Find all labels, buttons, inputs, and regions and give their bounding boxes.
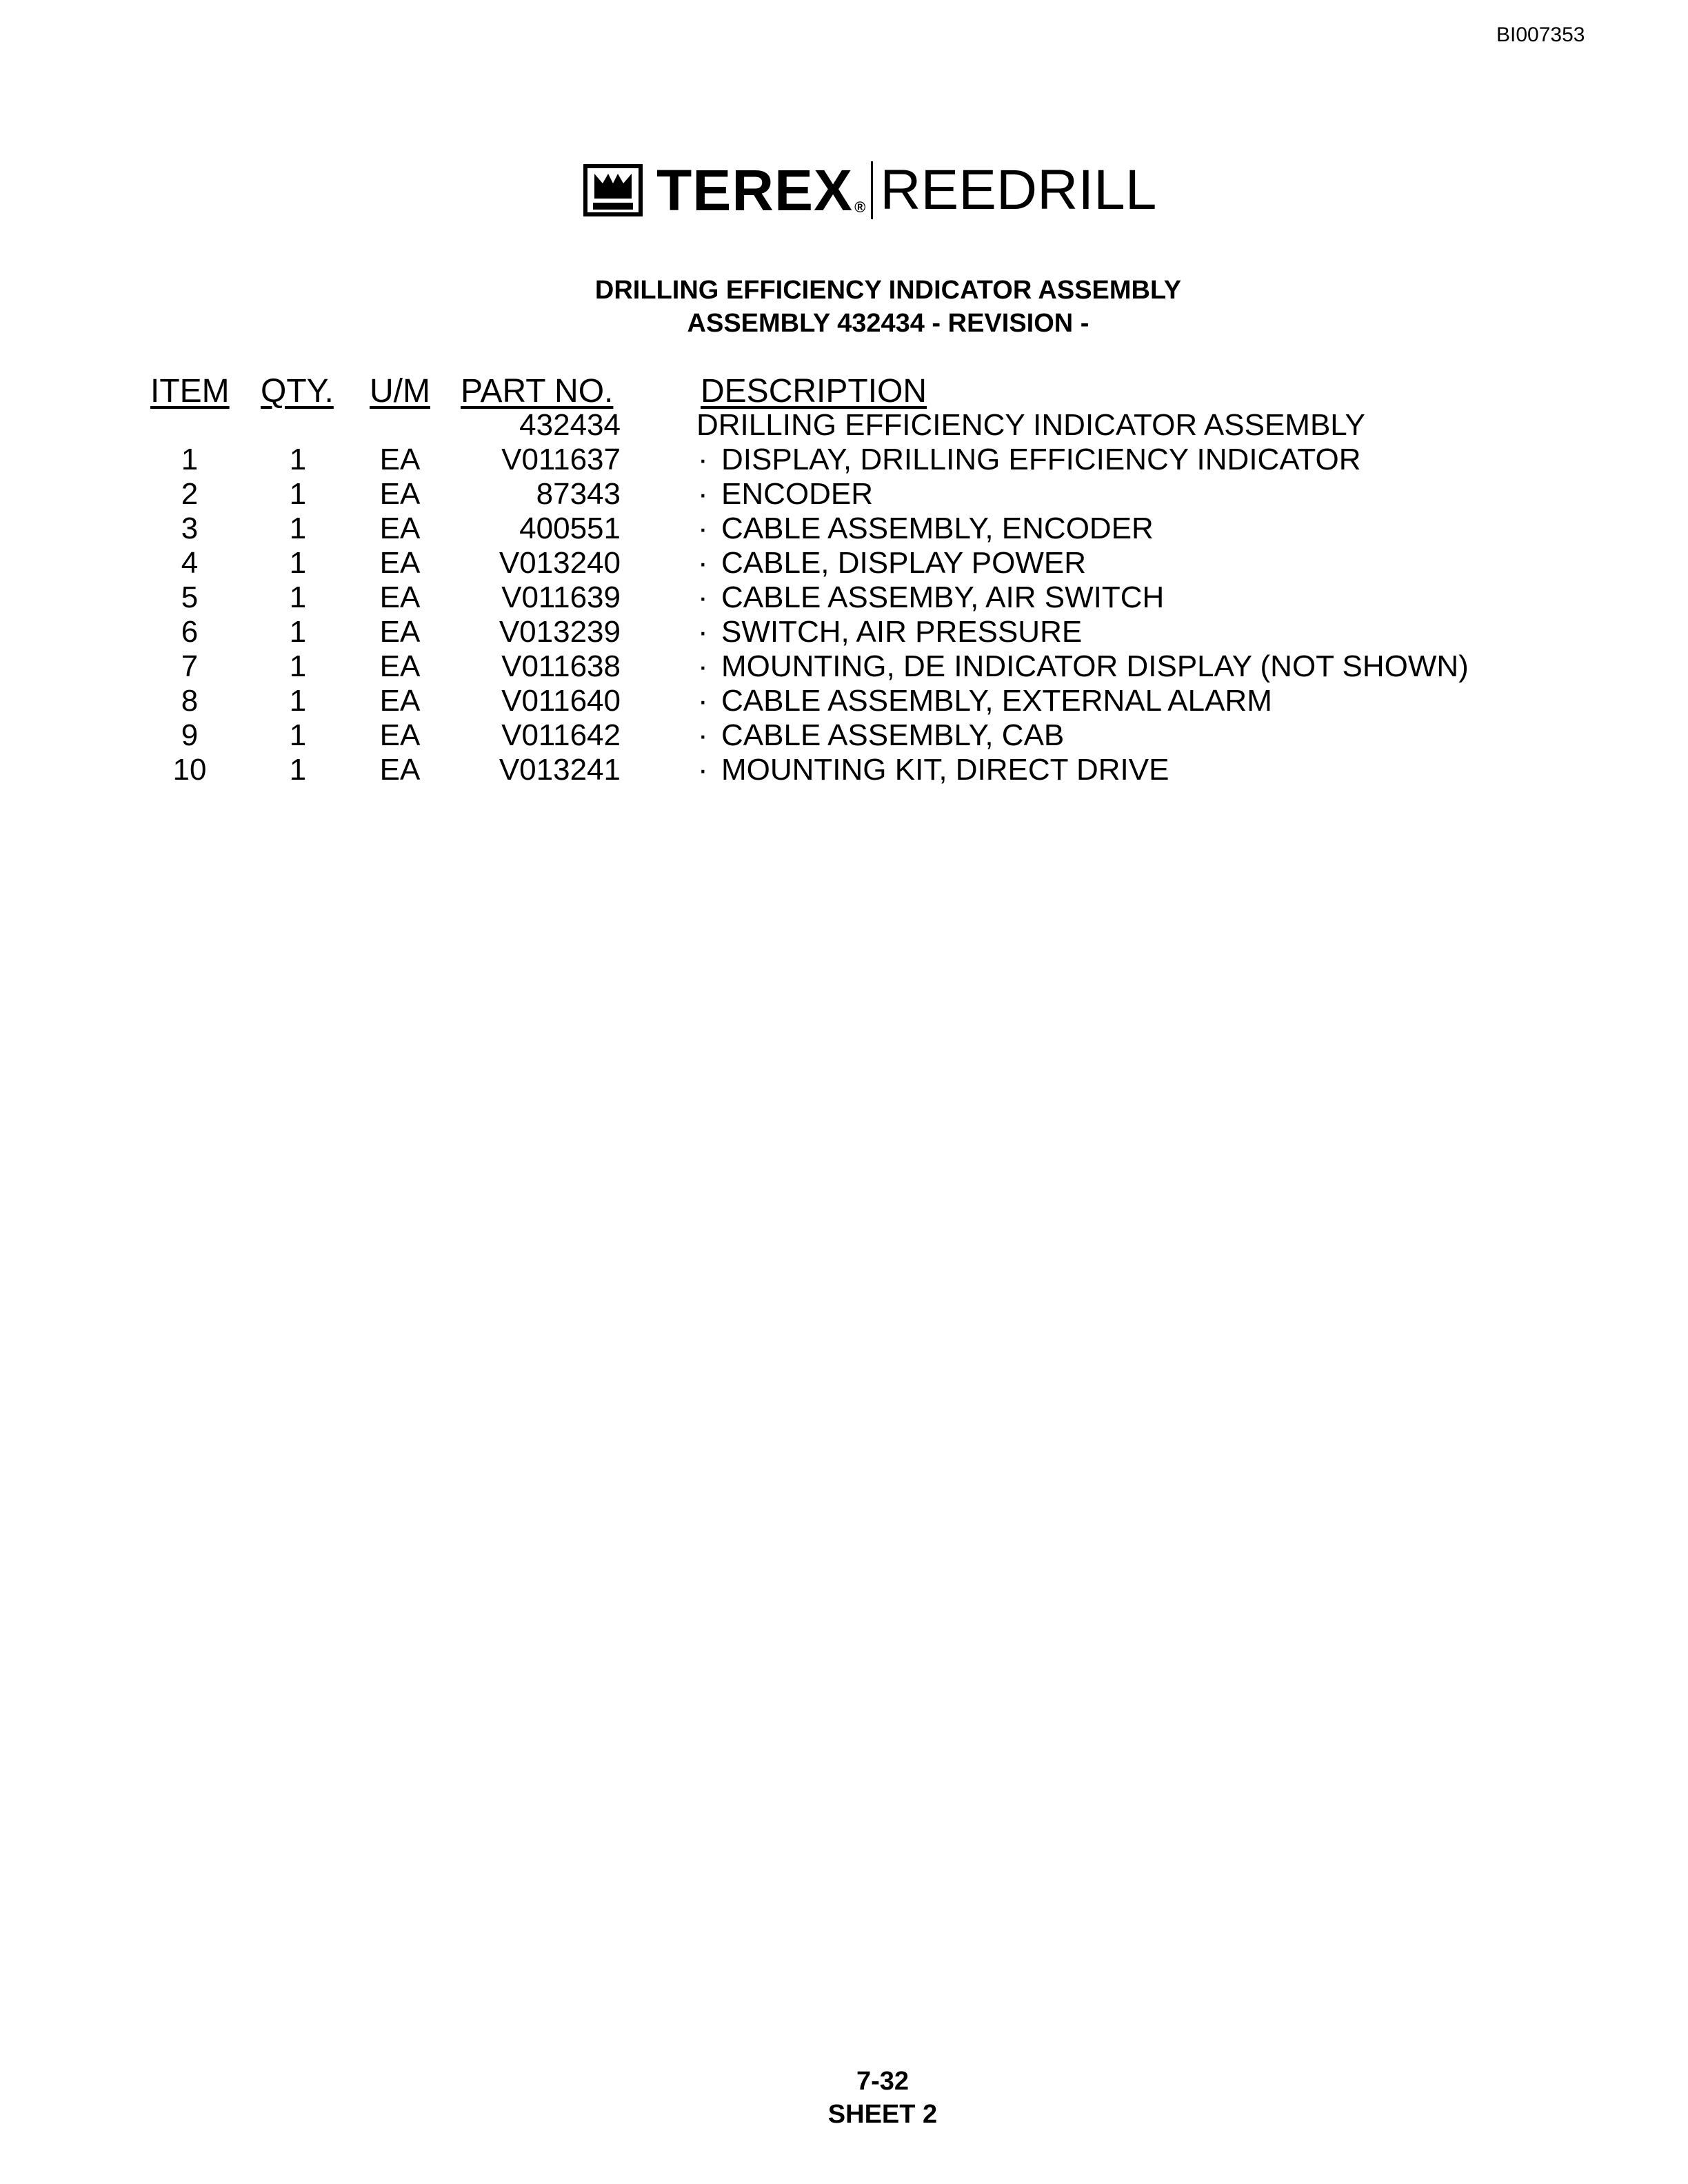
description-text: ENCODER [721, 477, 874, 511]
header-description: DESCRIPTION [701, 373, 927, 410]
unit-of-measure: EA [379, 753, 421, 787]
description-text: CABLE ASSEMBLY, CAB [721, 718, 1065, 752]
part-no: V011638 [501, 649, 621, 683]
item-number: 8 [181, 684, 199, 718]
terex-crown-logo-icon [583, 164, 643, 216]
quantity: 1 [289, 649, 307, 683]
table-row [0, 546, 1688, 580]
item-number: 3 [181, 512, 199, 545]
quantity: 1 [289, 512, 307, 545]
document-id: BI007353 [1496, 23, 1585, 46]
part-no: 432434 [519, 408, 621, 442]
table-row [0, 718, 1688, 753]
page-number: 7-32 [856, 2067, 910, 2096]
description [698, 580, 1164, 615]
header-part-no: PART NO. [461, 373, 614, 410]
logo-brand-text: TEREX [656, 158, 854, 223]
part-no: V013239 [499, 615, 621, 649]
bullet: · [698, 615, 708, 649]
description [698, 684, 1272, 718]
unit-of-measure: EA [379, 684, 421, 718]
table-row [0, 649, 1688, 684]
sheet-number: SHEET 2 [827, 2100, 938, 2129]
quantity: 1 [289, 684, 307, 718]
table-row [0, 443, 1688, 477]
item-number: 9 [181, 718, 199, 752]
table-row [0, 684, 1688, 718]
part-no: 400551 [519, 512, 621, 545]
part-no: V011637 [501, 443, 621, 476]
quantity: 1 [289, 753, 307, 787]
item-number: 1 [181, 443, 199, 476]
part-no: V011640 [501, 684, 621, 718]
description [698, 512, 1154, 546]
document-title: DRILLING EFFICIENCY INDICATOR ASSEMBLY [594, 276, 1182, 305]
item-number: 7 [181, 649, 199, 683]
part-no: V013241 [499, 753, 621, 787]
table-row [0, 477, 1688, 512]
description [698, 477, 873, 512]
description-text: DISPLAY, DRILLING EFFICIENCY INDICATOR [721, 443, 1361, 476]
quantity: 1 [289, 615, 307, 649]
description-text: MOUNTING KIT, DIRECT DRIVE [721, 753, 1169, 787]
quantity: 1 [289, 580, 307, 614]
unit-of-measure: EA [379, 580, 421, 614]
item-number: 2 [181, 477, 199, 511]
item-number: 4 [181, 546, 199, 580]
description [698, 546, 1086, 580]
bullet: · [698, 580, 708, 614]
part-no: V011639 [501, 580, 621, 614]
unit-of-measure: EA [379, 512, 421, 545]
description-text: CABLE ASSEMBY, AIR SWITCH [721, 580, 1165, 614]
header-item: ITEM [150, 373, 230, 410]
bullet: · [698, 684, 708, 718]
description [698, 615, 1082, 649]
description-text: CABLE ASSEMBLY, ENCODER [721, 512, 1154, 545]
bullet: · [698, 753, 708, 787]
quantity: 1 [289, 477, 307, 511]
bullet: · [698, 477, 708, 511]
table-row [0, 580, 1688, 615]
description [698, 718, 1064, 753]
unit-of-measure: EA [379, 649, 421, 683]
unit-of-measure: EA [379, 546, 421, 580]
item-number: 6 [181, 615, 199, 649]
header-um: U/M [370, 373, 430, 410]
unit-of-measure: EA [379, 718, 421, 752]
bullet: · [698, 546, 708, 580]
item-number: 5 [181, 580, 199, 614]
unit-of-measure: EA [379, 615, 421, 649]
item-number: 10 [172, 753, 207, 787]
quantity: 1 [289, 546, 307, 580]
logo-product-text: REEDRILL [880, 159, 1157, 221]
registered-mark: ® [854, 199, 866, 216]
quantity: 1 [289, 443, 307, 476]
bullet: · [698, 512, 708, 545]
description-text: CABLE ASSEMBLY, EXTERNAL ALARM [721, 684, 1272, 718]
assembly-row [0, 408, 1688, 443]
bullet: · [698, 718, 708, 752]
description-text: MOUNTING, DE INDICATOR DISPLAY (NOT SHOWN) [721, 649, 1469, 683]
table-row [0, 615, 1688, 649]
table-row [0, 753, 1688, 787]
part-no: 87343 [536, 477, 621, 511]
description-text: SWITCH, AIR PRESSURE [721, 615, 1083, 649]
part-no: V013240 [499, 546, 621, 580]
description-text: CABLE, DISPLAY POWER [721, 546, 1086, 580]
description [698, 443, 1360, 477]
document-subtitle: ASSEMBLY 432434 - REVISION - [687, 309, 1089, 338]
unit-of-measure: EA [379, 443, 421, 476]
logo-divider [871, 161, 873, 219]
bullet: · [698, 649, 708, 683]
header-qty: QTY. [261, 373, 334, 410]
bullet: · [698, 443, 708, 476]
quantity: 1 [289, 718, 307, 752]
description: DRILLING EFFICIENCY INDICATOR ASSEMBLY [696, 408, 1365, 442]
description [698, 753, 1169, 787]
part-no: V011642 [501, 718, 621, 752]
unit-of-measure: EA [379, 477, 421, 511]
description [698, 649, 1469, 684]
terex-reedrill-logo [583, 156, 1156, 225]
table-row [0, 512, 1688, 546]
